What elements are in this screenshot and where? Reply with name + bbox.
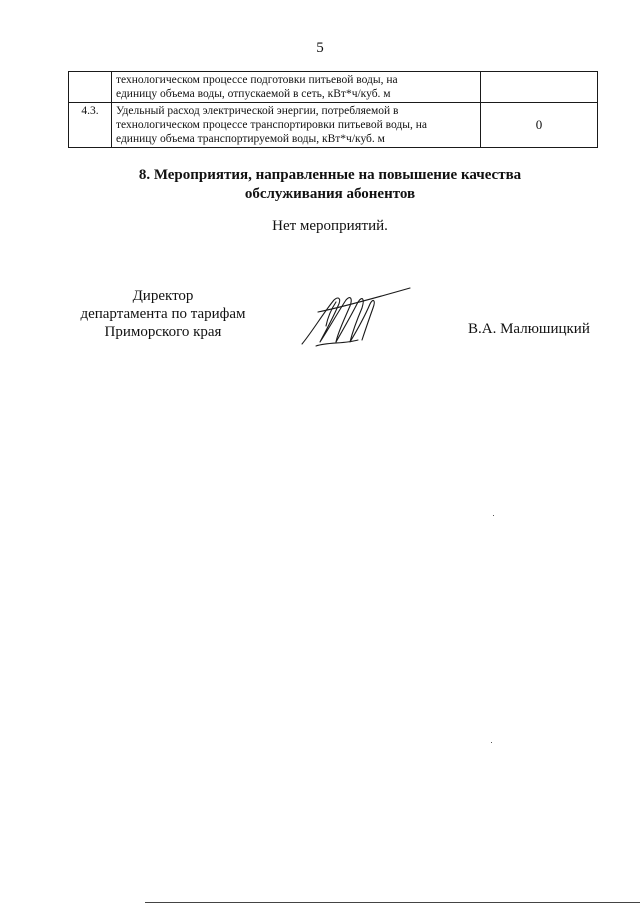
signer-position-line: Директор xyxy=(132,288,194,304)
section-heading-line: 8. Мероприятия, направленные на повышение качества xyxy=(138,167,522,183)
signer-position-line: Приморского края xyxy=(104,324,222,340)
row-value: 0 xyxy=(481,103,598,148)
section-body-text: Нет мероприятий. xyxy=(272,218,388,234)
page-number: 5 xyxy=(316,40,324,56)
signer-position xyxy=(58,287,268,341)
row-description-line: единицу объема транспортируемой воды, кВт*ч/куб. м xyxy=(116,133,385,145)
row-description-line: технологическом процессе транспортировки питьевой воды, на xyxy=(116,119,428,131)
handwritten-signature xyxy=(298,282,418,352)
row-description-line: единицу объема воды, отпускаемой в сеть, кВт*ч/куб. м xyxy=(116,88,391,100)
table-row xyxy=(69,72,598,103)
page-bottom-edge xyxy=(145,902,640,903)
parameters-table xyxy=(68,71,598,148)
row-description xyxy=(112,103,481,148)
scan-speck xyxy=(491,742,492,743)
row-number: 4.3. xyxy=(69,103,112,148)
signer-position-line: департамента по тарифам xyxy=(80,306,246,322)
row-description xyxy=(112,72,481,103)
scan-speck xyxy=(493,515,494,516)
row-number xyxy=(69,72,112,103)
signer-name: В.А. Малюшицкий xyxy=(468,321,590,337)
section-heading-line: обслуживания абонентов xyxy=(244,186,416,202)
section-heading xyxy=(0,166,640,204)
table-row xyxy=(69,103,598,148)
row-description-line: Удельный расход электрической энергии, потребляемой в xyxy=(116,105,399,117)
row-description-line: технологическом процессе подготовки питьевой воды, на xyxy=(116,74,398,86)
row-value xyxy=(481,72,598,103)
